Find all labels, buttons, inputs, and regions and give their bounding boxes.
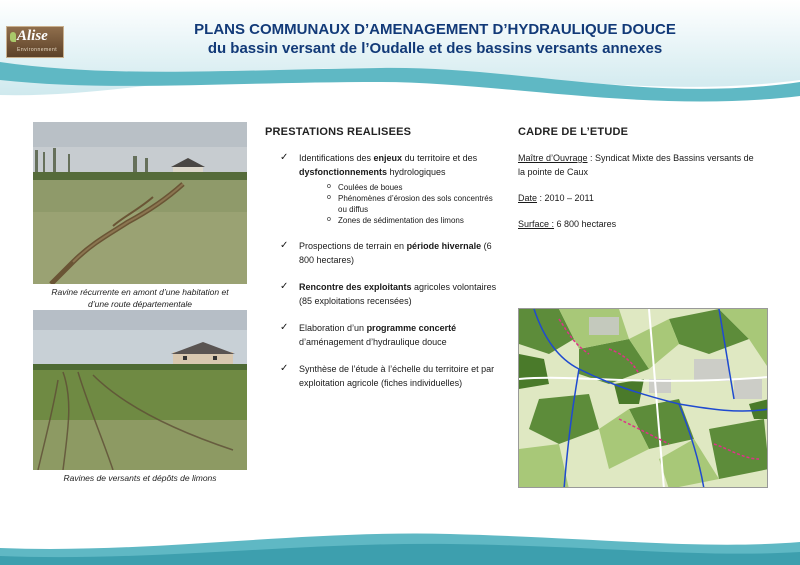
checkmark-icon: ✓ — [280, 322, 289, 333]
caption-1-line-1: Ravine récurrente en amont d’une habitation et — [51, 287, 229, 297]
list-item — [280, 239, 500, 267]
label: Maître d’Ouvrage — [518, 153, 588, 163]
value: : Syndicat Mixte des Bassins versants de la pointe de Caux — [518, 153, 754, 177]
checkmark-icon: ✓ — [280, 281, 289, 292]
list-item — [280, 362, 500, 390]
text: (6 800 hectares) — [299, 241, 492, 265]
text-bold: période hivernale — [406, 241, 482, 251]
prestations-list — [280, 151, 500, 403]
text: Prospections de terrain en — [299, 241, 407, 251]
checkmark-icon: ✓ — [280, 240, 289, 251]
value: 6 800 hectares — [554, 219, 617, 229]
text-bold: programme concerté — [366, 323, 457, 333]
alise-logo — [6, 26, 64, 58]
text: du territoire et des — [402, 153, 478, 163]
maitre-ouvrage — [518, 151, 758, 179]
photo-ravine-field — [33, 122, 247, 284]
label: Surface : — [518, 219, 555, 229]
caption-1-line-2: d’une route départementale — [88, 299, 192, 309]
logo-tagline: Environnement — [17, 47, 58, 53]
text-bold: Rencontre des exploitants — [299, 282, 412, 292]
text: Elaboration d’un — [299, 323, 367, 333]
sub-list-item: o Phénomènes d’érosion des sols concentrés ou diffus — [327, 193, 500, 215]
checkmark-icon: ✓ — [280, 152, 289, 163]
sub-list — [299, 182, 500, 226]
value: : 2010 – 2011 — [537, 193, 594, 203]
text: Synthèse de l’étude à l’échelle du territoire et par exploitation agricole (fiches individuelles) — [299, 364, 495, 388]
page-title — [70, 20, 800, 58]
watershed-map — [518, 308, 768, 488]
label: Date — [518, 193, 538, 203]
logo-name: Alise — [17, 28, 48, 44]
checkmark-icon: ✓ — [280, 363, 289, 374]
footer-wave — [0, 520, 800, 565]
caption-2-line-1: Ravines de versants et dépôts de limons — [63, 473, 217, 483]
leaf-icon — [10, 32, 16, 42]
study-date — [518, 191, 758, 205]
text-bold: enjeux — [373, 153, 403, 163]
photo-caption-1 — [28, 286, 252, 310]
title-line-1: PLANS COMMUNAUX D’AMENAGEMENT D’HYDRAULIQUE DOUCE — [194, 21, 676, 38]
sub-list-item: o Coulées de boues — [327, 182, 500, 193]
text-bold: dysfonctionnements — [299, 167, 388, 177]
cadre-heading: CADRE DE L’ETUDE — [518, 126, 629, 138]
sub-list-item: o Zones de sédimentation des limons — [327, 215, 500, 226]
text: d’aménagement d’hydraulique douce — [299, 337, 447, 347]
list-item — [280, 280, 500, 308]
study-surface — [518, 217, 758, 231]
text: hydrologiques — [387, 167, 446, 177]
text: Identifications des — [299, 153, 374, 163]
list-item — [280, 151, 500, 226]
title-line-2: du bassin versant de l’Oudalle et des bassins versants annexes — [207, 40, 663, 57]
text: agricoles volontaires (85 exploitations recensées) — [299, 282, 497, 306]
photo-caption-2 — [28, 472, 252, 484]
list-item — [280, 321, 500, 349]
photo-slope-ravines — [33, 310, 247, 470]
prestations-heading: PRESTATIONS REALISEES — [265, 126, 412, 138]
cadre-details — [518, 151, 758, 243]
